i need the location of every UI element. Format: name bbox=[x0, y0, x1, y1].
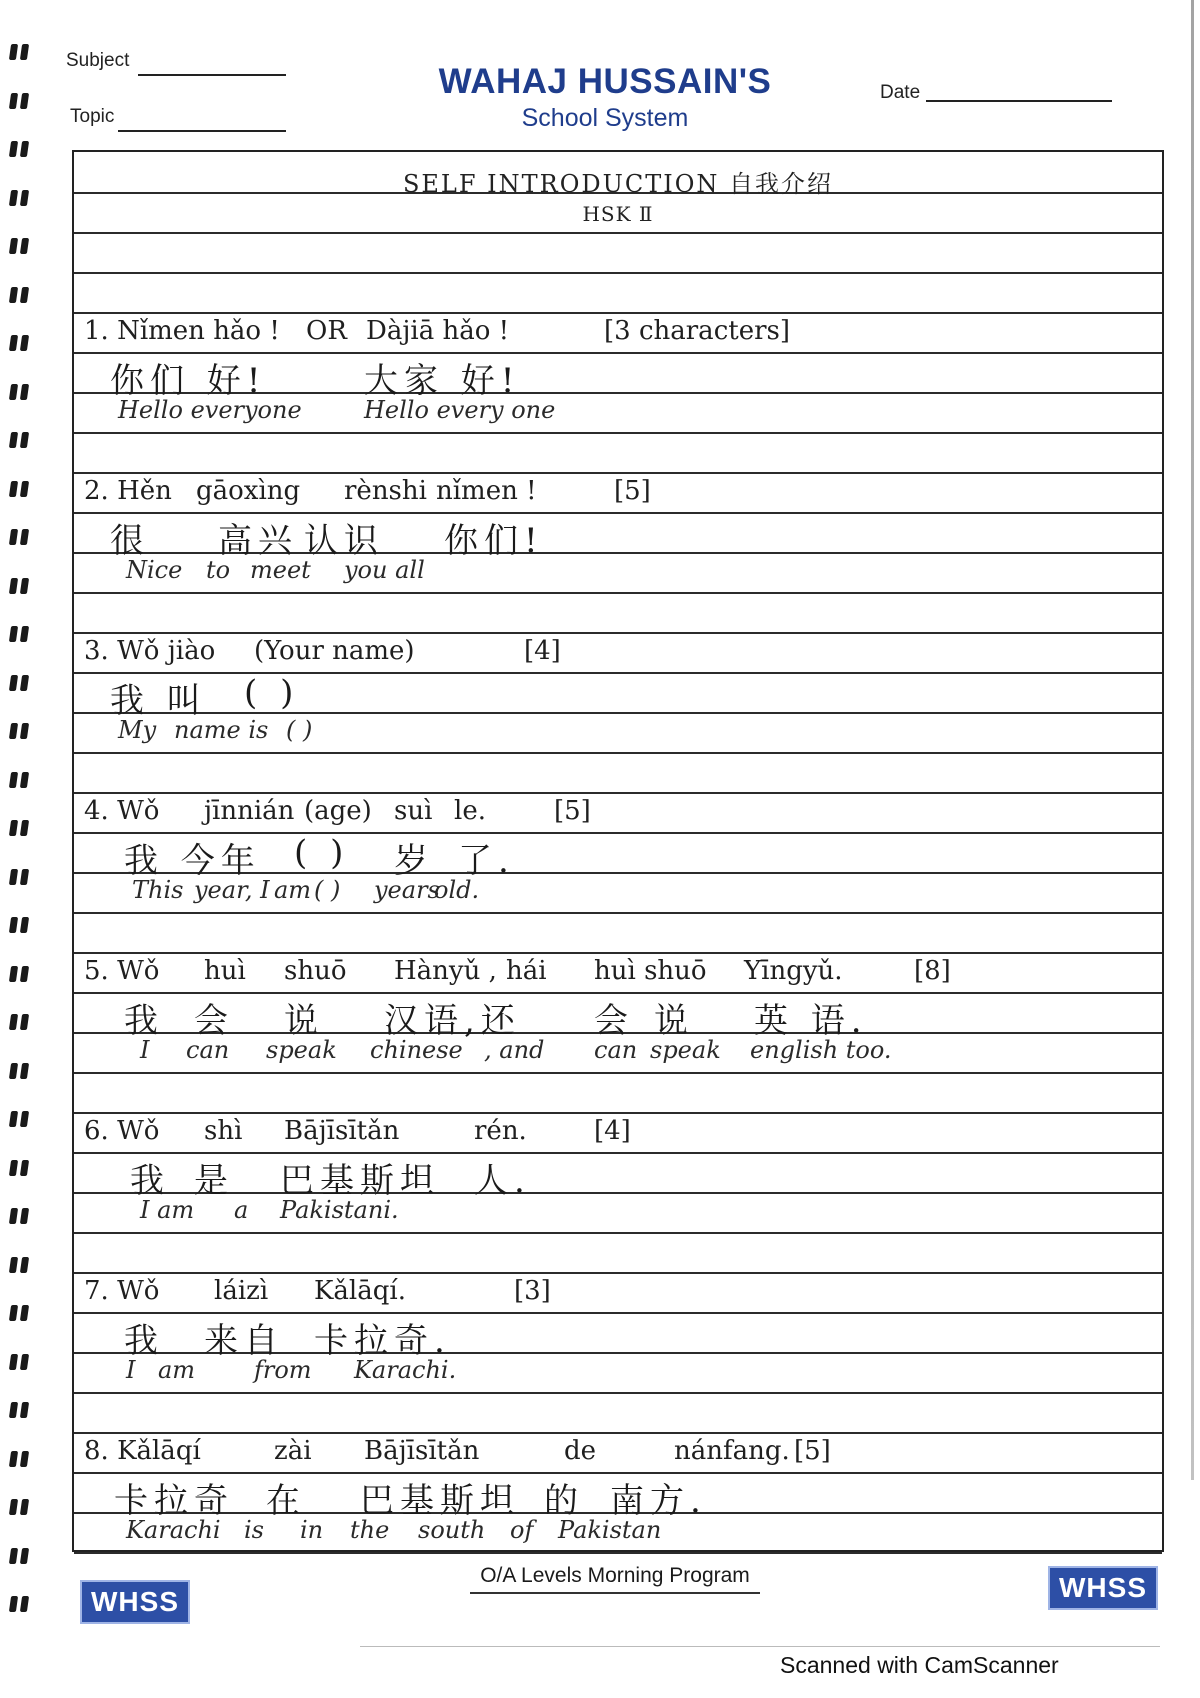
worksheet-level: HSK Ⅱ bbox=[582, 202, 654, 226]
binding-ring bbox=[8, 772, 32, 788]
binding-ring bbox=[8, 1111, 32, 1127]
item-3-pinyin-text: [4] bbox=[524, 636, 561, 666]
item-5-english-text: speak bbox=[650, 1036, 721, 1064]
item-3-hanzi-text: ( ) bbox=[244, 673, 300, 713]
item-7-hanzi-text: 卡拉奇. bbox=[314, 1321, 451, 1361]
item-5-english-text: english too. bbox=[750, 1036, 892, 1064]
item-8-pinyin-text: Bājīsītǎn bbox=[364, 1436, 480, 1466]
item-5-english-text: , and bbox=[484, 1036, 545, 1064]
item-3-english-text: name is bbox=[174, 716, 269, 744]
rule-line bbox=[74, 1152, 1162, 1154]
rule-line bbox=[74, 1392, 1162, 1394]
binding-ring bbox=[8, 626, 32, 642]
rule-line bbox=[74, 792, 1162, 794]
binding-ring bbox=[8, 820, 32, 836]
item-2-english-text: Nice bbox=[126, 556, 183, 584]
binding-ring bbox=[8, 384, 32, 400]
item-6-pinyin-text: [4] bbox=[594, 1116, 631, 1146]
binding-ring bbox=[8, 1402, 32, 1418]
item-7-pinyin-text: láizì bbox=[214, 1276, 269, 1306]
rule-line bbox=[74, 592, 1162, 594]
item-8-pinyin-text: nánfang. bbox=[674, 1436, 790, 1466]
school-name: WAHAJ HUSSAIN'S bbox=[438, 62, 772, 101]
scan-divider bbox=[360, 1646, 1160, 1647]
item-8-hanzi-text: 在 bbox=[266, 1481, 306, 1521]
program-title: O/A Levels Morning Program bbox=[470, 1564, 760, 1594]
binding-ring bbox=[8, 1208, 32, 1224]
item-5-hanzi-text: 英 语. bbox=[754, 1001, 868, 1041]
item-4-english-text: year, I bbox=[194, 876, 270, 904]
item-8-hanzi-text: 巴基斯坦 bbox=[360, 1481, 520, 1521]
binding-ring bbox=[8, 1451, 32, 1467]
rule-line bbox=[74, 272, 1162, 274]
rule-line bbox=[74, 912, 1162, 914]
item-4-english-text: years bbox=[374, 876, 440, 904]
item-6-pinyin-text: rén. bbox=[474, 1116, 527, 1146]
binding-ring bbox=[8, 141, 32, 157]
item-2-hanzi-text: 认识 bbox=[304, 521, 384, 561]
item-7-english-text: am bbox=[158, 1356, 196, 1384]
subject-line bbox=[138, 74, 286, 76]
item-2-english-text: you all bbox=[344, 556, 425, 584]
item-5-hanzi-text: 说 bbox=[654, 1001, 694, 1041]
binding-ring bbox=[8, 432, 32, 448]
binding-ring bbox=[8, 1063, 32, 1079]
item-4-hanzi-text: 我 今年 bbox=[124, 841, 261, 881]
binding-ring bbox=[8, 335, 32, 351]
item-5-pinyin-text: hái bbox=[506, 956, 547, 986]
binding-ring bbox=[8, 966, 32, 982]
item-8-hanzi-text: 的 bbox=[544, 1481, 584, 1521]
item-6-hanzi-text: 我 bbox=[130, 1161, 170, 1201]
item-2-pinyin-text: 2. Hěn bbox=[84, 476, 172, 506]
worksheet-title: SELF INTRODUCTION 自我介绍 bbox=[402, 170, 834, 198]
binding-ring bbox=[8, 238, 32, 254]
rule-line bbox=[74, 432, 1162, 434]
item-6-pinyin-text: 6. Wǒ bbox=[84, 1116, 160, 1146]
binding-ring bbox=[8, 1257, 32, 1273]
item-5-english-text: speak bbox=[266, 1036, 337, 1064]
item-3-pinyin-text: 3. Wǒ jiào bbox=[84, 636, 216, 666]
item-6-english-text: Pakistani. bbox=[280, 1196, 399, 1224]
item-8-pinyin-text: [5] bbox=[794, 1436, 831, 1466]
item-1-hanzi-text: 你们 好! bbox=[110, 361, 267, 401]
rule-line bbox=[74, 1232, 1162, 1234]
item-5-english-text: can bbox=[594, 1036, 638, 1064]
item-5-pinyin-text: 5. Wǒ bbox=[84, 956, 160, 986]
item-5-pinyin-text: huì bbox=[204, 956, 246, 986]
item-4-english-text: ( ) bbox=[314, 876, 341, 904]
item-7-english-text: from bbox=[254, 1356, 312, 1384]
item-8-english-text: of bbox=[510, 1516, 534, 1544]
subject-label: Subject bbox=[66, 50, 130, 71]
item-5-hanzi-text: 说 bbox=[284, 1001, 324, 1041]
binding-ring bbox=[8, 917, 32, 933]
item-8-english-text: is bbox=[244, 1516, 264, 1544]
whss-logo-right: WHSS bbox=[1048, 1566, 1158, 1610]
item-4-pinyin-text: jīnnián bbox=[204, 796, 295, 826]
topic-line bbox=[118, 130, 286, 132]
rule-line bbox=[74, 952, 1162, 954]
item-3-pinyin-text: (Your name) bbox=[254, 636, 415, 666]
item-7-hanzi-text: 我 bbox=[124, 1321, 164, 1361]
item-5-english-text: I bbox=[140, 1036, 150, 1064]
rule-line bbox=[74, 312, 1162, 314]
binding-ring bbox=[8, 1354, 32, 1370]
scanner-watermark: Scanned with CamScanner bbox=[780, 1652, 1059, 1678]
item-3-english-text: ( ) bbox=[286, 716, 313, 744]
binding-ring bbox=[8, 675, 32, 691]
worksheet-box bbox=[72, 150, 1164, 1552]
item-6-english-text: I am bbox=[140, 1196, 195, 1224]
item-4-english-text: This bbox=[132, 876, 184, 904]
binding-ring bbox=[8, 1548, 32, 1564]
item-4-english-text: old. bbox=[434, 876, 480, 904]
item-2-pinyin-text: nǐmen ! bbox=[436, 476, 537, 506]
rule-line bbox=[74, 712, 1162, 714]
binding-ring bbox=[8, 578, 32, 594]
item-6-english-text: a bbox=[234, 1196, 249, 1224]
item-4-pinyin-text: suì bbox=[394, 796, 433, 826]
item-7-pinyin-text: 7. Wǒ bbox=[84, 1276, 160, 1306]
item-1-pinyin-text: Dàjiā hǎo ! bbox=[366, 316, 510, 346]
binding-ring bbox=[8, 93, 32, 109]
item-5-pinyin-text: Hànyǔ , bbox=[394, 956, 497, 986]
item-8-english-text: Pakistan bbox=[558, 1516, 662, 1544]
binding-ring bbox=[8, 1014, 32, 1030]
item-8-english-text: Karachi bbox=[126, 1516, 221, 1544]
item-6-hanzi-text: 人. bbox=[474, 1161, 531, 1201]
item-4-hanzi-text: 了. bbox=[458, 841, 515, 881]
topic-label: Topic bbox=[70, 106, 115, 127]
binding-ring bbox=[8, 1305, 32, 1321]
rule-line bbox=[74, 632, 1162, 634]
binding-ring bbox=[8, 481, 32, 497]
date-line bbox=[926, 100, 1112, 102]
item-7-pinyin-text: [3] bbox=[514, 1276, 551, 1306]
binding-ring bbox=[8, 723, 32, 739]
item-8-pinyin-text: 8. Kǎlāqí bbox=[84, 1436, 201, 1466]
item-1-english-text: Hello everyone bbox=[118, 396, 302, 424]
item-1-english-text: Hello every one bbox=[364, 396, 556, 424]
item-8-pinyin-text: zài bbox=[274, 1436, 312, 1466]
item-6-pinyin-text: shì bbox=[204, 1116, 243, 1146]
rule-line bbox=[74, 672, 1162, 674]
item-8-hanzi-text: 南方. bbox=[610, 1481, 707, 1521]
item-1-pinyin-text: [3 characters] bbox=[604, 316, 790, 346]
item-6-hanzi-text: 是 bbox=[194, 1161, 234, 1201]
item-2-english-text: meet bbox=[250, 556, 311, 584]
item-4-english-text: am bbox=[274, 876, 312, 904]
item-8-english-text: south bbox=[418, 1516, 486, 1544]
item-2-english-text: to bbox=[206, 556, 231, 584]
binding-ring bbox=[8, 190, 32, 206]
item-8-pinyin-text: de bbox=[564, 1436, 597, 1466]
binding-ring bbox=[8, 1499, 32, 1515]
item-6-pinyin-text: Bājīsītǎn bbox=[284, 1116, 400, 1146]
rule-line bbox=[74, 1112, 1162, 1114]
binding-ring bbox=[8, 287, 32, 303]
item-5-english-text: chinese bbox=[370, 1036, 463, 1064]
item-2-pinyin-text: [5] bbox=[614, 476, 651, 506]
item-5-pinyin-text: huì shuō bbox=[594, 956, 707, 986]
item-7-english-text: Karachi. bbox=[354, 1356, 457, 1384]
item-3-english-text: My bbox=[118, 716, 157, 744]
item-5-hanzi-text: 我 bbox=[124, 1001, 164, 1041]
binding-ring bbox=[8, 44, 32, 60]
item-5-hanzi-text: 会 bbox=[594, 1001, 634, 1041]
item-5-pinyin-text: Yīngyǔ. bbox=[744, 956, 843, 986]
school-subtitle: School System bbox=[521, 104, 689, 132]
item-1-pinyin-text: 1. Nǐmen hǎo ! bbox=[84, 316, 280, 346]
binding-ring bbox=[8, 1596, 32, 1612]
item-2-pinyin-text: rènshi bbox=[344, 476, 427, 506]
item-7-pinyin-text: Kǎlāqí. bbox=[314, 1276, 406, 1306]
item-7-english-text: I bbox=[126, 1356, 136, 1384]
item-4-pinyin-text: (age) bbox=[304, 796, 372, 826]
item-4-pinyin-text: [5] bbox=[554, 796, 591, 826]
item-5-pinyin-text: shuō bbox=[284, 956, 347, 986]
item-2-hanzi-text: 你们! bbox=[444, 521, 544, 561]
rule-line bbox=[74, 1072, 1162, 1074]
rule-line bbox=[74, 1192, 1162, 1194]
rule-line bbox=[74, 1432, 1162, 1434]
rule-line bbox=[74, 1272, 1162, 1274]
item-8-english-text: in bbox=[300, 1516, 324, 1544]
item-1-pinyin-text: OR bbox=[306, 316, 347, 346]
page-edge bbox=[1191, 0, 1194, 1480]
rule-line bbox=[74, 752, 1162, 754]
spiral-binding bbox=[8, 44, 36, 1614]
item-4-hanzi-text: ( ) bbox=[294, 833, 350, 873]
binding-ring bbox=[8, 869, 32, 885]
item-3-hanzi-text: 我 叫 bbox=[110, 681, 207, 721]
item-7-hanzi-text: 来自 bbox=[204, 1321, 284, 1361]
item-8-english-text: the bbox=[350, 1516, 390, 1544]
item-5-pinyin-text: [8] bbox=[914, 956, 951, 986]
item-2-hanzi-text: 高兴 bbox=[218, 521, 298, 561]
item-4-pinyin-text: 4. Wǒ bbox=[84, 796, 160, 826]
rule-line bbox=[74, 232, 1162, 234]
item-1-hanzi-text: 大家 好! bbox=[364, 361, 521, 401]
item-5-english-text: can bbox=[186, 1036, 230, 1064]
binding-ring bbox=[8, 1160, 32, 1176]
item-8-hanzi-text: 卡拉奇 bbox=[114, 1481, 234, 1521]
rule-line bbox=[74, 1552, 1162, 1554]
whss-logo-left: WHSS bbox=[80, 1580, 190, 1624]
rule-line bbox=[74, 472, 1162, 474]
item-5-hanzi-text: 汉语,还 bbox=[384, 1001, 521, 1041]
item-6-hanzi-text: 巴基斯坦 bbox=[280, 1161, 440, 1201]
item-4-hanzi-text: 岁 bbox=[394, 841, 434, 881]
item-2-hanzi-text: 很 bbox=[110, 521, 150, 561]
item-5-hanzi-text: 会 bbox=[194, 1001, 234, 1041]
item-4-pinyin-text: le. bbox=[454, 796, 486, 826]
binding-ring bbox=[8, 529, 32, 545]
item-2-pinyin-text: gāoxìng bbox=[196, 476, 301, 506]
date-label: Date bbox=[880, 82, 921, 103]
